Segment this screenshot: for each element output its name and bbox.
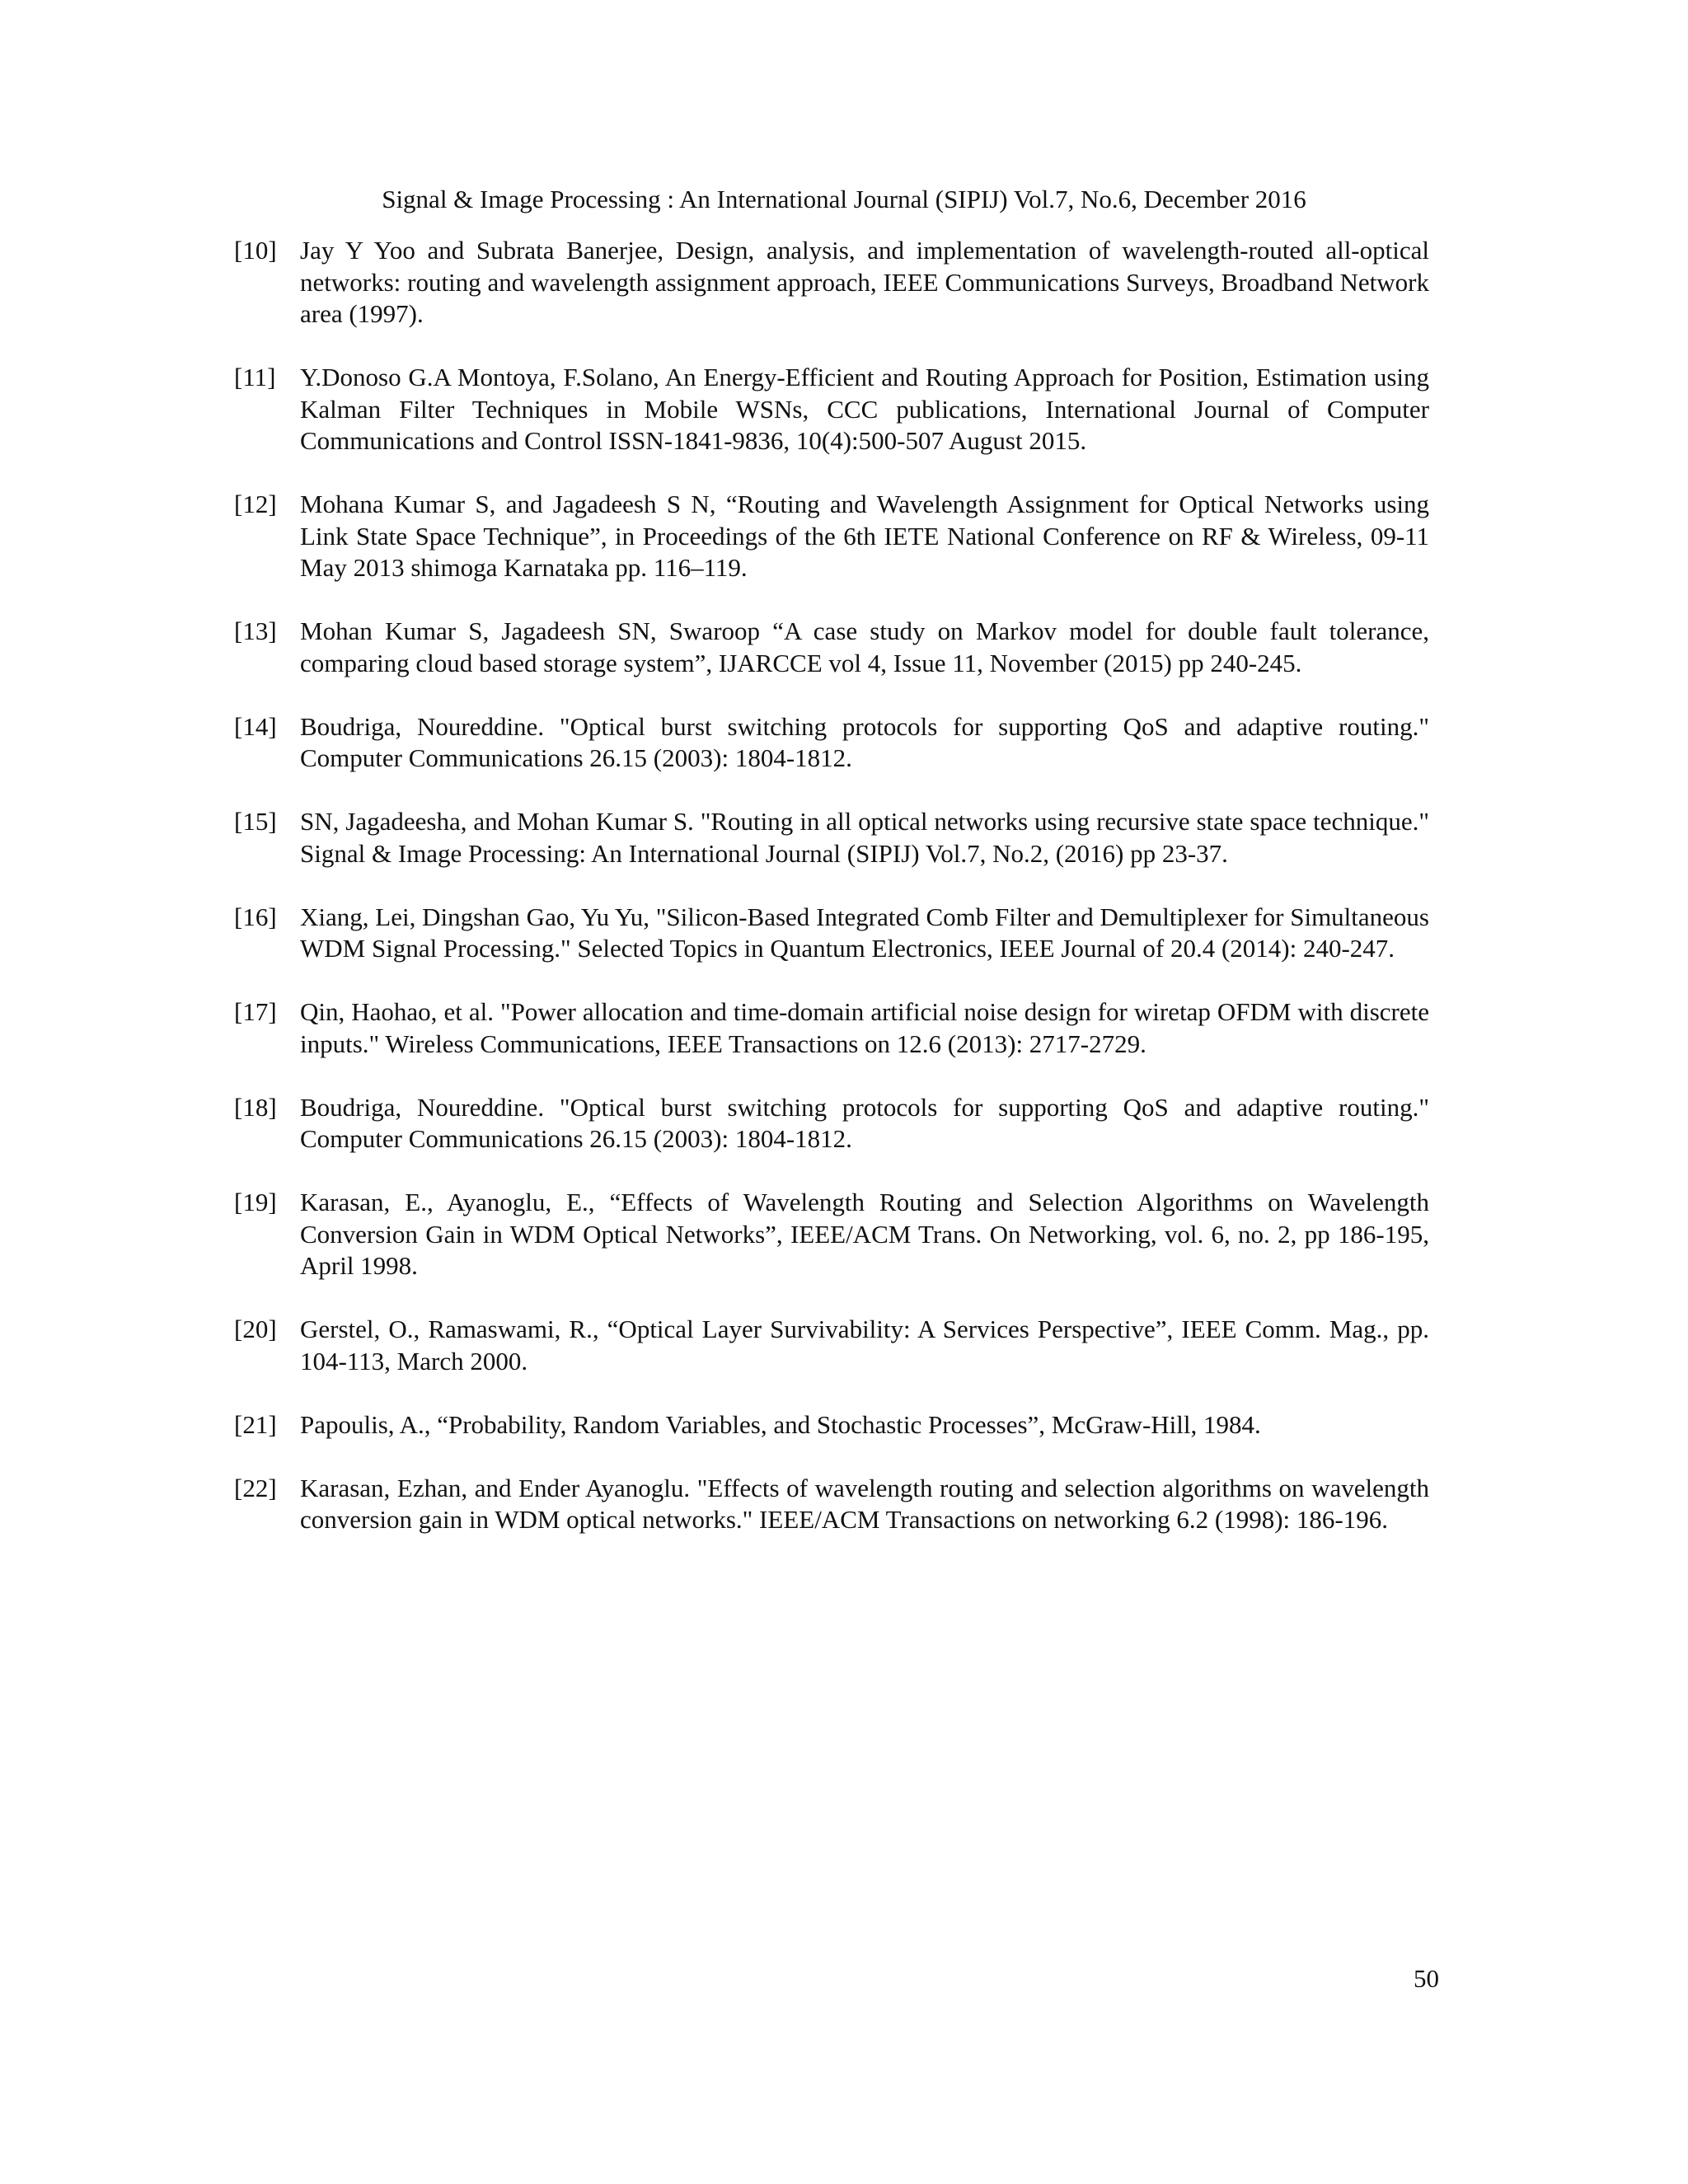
reference-number: [19] bbox=[234, 1188, 277, 1216]
reference-number: [15] bbox=[234, 807, 277, 836]
reference-text: Karasan, E., Ayanoglu, E., “Effects of Wavelength Routing and Selection Algorithms on Wavelength Conversion Gain in WDM Optical Networks”, IEEE/ACM Trans. On Networking, vol. 6, no. 2, pp 186-195, April 1998. bbox=[300, 1188, 1429, 1280]
reference-item bbox=[234, 1187, 1429, 1282]
reference-text: Mohan Kumar S, Jagadeesh SN, Swaroop “A case study on Markov model for double fault tolerance, comparing cloud based storage system”, IJARCCE vol 4, Issue 11, November (2015) pp 240-245. bbox=[300, 616, 1429, 677]
reference-number: [17] bbox=[234, 997, 277, 1026]
reference-number: [22] bbox=[234, 1473, 277, 1502]
reference-number: [16] bbox=[234, 902, 277, 931]
reference-number: [21] bbox=[234, 1409, 277, 1439]
reference-item bbox=[234, 1314, 1429, 1377]
reference-item bbox=[234, 362, 1429, 457]
reference-number: [20] bbox=[234, 1315, 277, 1343]
reference-item bbox=[234, 235, 1429, 330]
reference-text: Boudriga, Noureddine. "Optical burst switching protocols for supporting QoS and adaptive routing." Computer Communications 26.15 (2003): 1804-1812. bbox=[300, 1092, 1429, 1153]
page-number: 50 bbox=[1414, 1964, 1439, 1993]
reference-item bbox=[234, 1092, 1429, 1155]
reference-text: Qin, Haohao, et al. "Power allocation and time-domain artificial noise design for wiretap OFDM with discrete inputs." Wireless Communications, IEEE Transactions on 12.6 (2013): 2717-2729. bbox=[300, 997, 1429, 1058]
reference-number: [12] bbox=[234, 490, 277, 518]
reference-number: [13] bbox=[234, 616, 277, 645]
reference-item bbox=[234, 1473, 1429, 1536]
reference-number: [14] bbox=[234, 711, 277, 741]
reference-list bbox=[234, 235, 1429, 1568]
reference-item bbox=[234, 711, 1429, 775]
reference-item bbox=[234, 1409, 1429, 1441]
reference-text: Papoulis, A., “Probability, Random Variables, and Stochastic Processes”, McGraw-Hill, 1984. bbox=[300, 1409, 1261, 1439]
reference-text: Xiang, Lei, Dingshan Gao, Yu Yu, "Silicon-Based Integrated Comb Filter and Demultiplexer for Simultaneous WDM Signal Processing." Selected Topics in Quantum Electronics, IEEE Journal of 20.4 (2014): 240-247. bbox=[300, 902, 1429, 963]
reference-number: [18] bbox=[234, 1092, 277, 1122]
reference-text: SN, Jagadeesha, and Mohan Kumar S. "Routing in all optical networks using recursive state space technique." Signal & Image Processing: An International Journal (SIPIJ) Vol.7, No.2, (2016) pp 23-37. bbox=[300, 807, 1429, 868]
reference-text: Jay Y Yoo and Subrata Banerjee, Design, analysis, and implementation of wavelength-routed all-optical networks: routing and wavelength assignment approach, IEEE Communications Surveys, Broadband Network area (1997). bbox=[300, 236, 1429, 328]
reference-item bbox=[234, 489, 1429, 584]
reference-text: Boudriga, Noureddine. "Optical burst switching protocols for supporting QoS and adaptive routing." Computer Communications 26.15 (2003): 1804-1812. bbox=[300, 711, 1429, 772]
reference-item bbox=[234, 616, 1429, 679]
reference-item bbox=[234, 806, 1429, 869]
reference-text: Karasan, Ezhan, and Ender Ayanoglu. "Effects of wavelength routing and selection algorithms on wavelength conversion gain in WDM optical networks." IEEE/ACM Transactions on networking 6.2 (1998): 186-196. bbox=[300, 1473, 1429, 1534]
reference-text: Y.Donoso G.A Montoya, F.Solano, An Energy-Efficient and Routing Approach for Position, Estimation using Kalman Filter Techniques in Mobile WSNs, CCC publications, International Journal of Computer Communications and Control ISSN-1841-9836, 10(4):500-507 August 2015. bbox=[300, 363, 1429, 455]
reference-item bbox=[234, 996, 1429, 1060]
reference-number: [11] bbox=[234, 363, 276, 391]
running-header: Signal & Image Processing : An International Journal (SIPIJ) Vol.7, No.6, December 2016 bbox=[382, 185, 1306, 213]
reference-text: Mohana Kumar S, and Jagadeesh S N, “Routing and Wavelength Assignment for Optical Networks using Link State Space Technique”, in Proceedings of the 6th IETE National Conference on RF & Wireless, 09-11 May 2013 shimoga Karnataka pp. 116–119. bbox=[300, 490, 1429, 582]
reference-item bbox=[234, 902, 1429, 965]
reference-number: [10] bbox=[234, 236, 277, 265]
reference-text: Gerstel, O., Ramaswami, R., “Optical Layer Survivability: A Services Perspective”, IEEE Comm. Mag., pp. 104-113, March 2000. bbox=[300, 1315, 1429, 1376]
